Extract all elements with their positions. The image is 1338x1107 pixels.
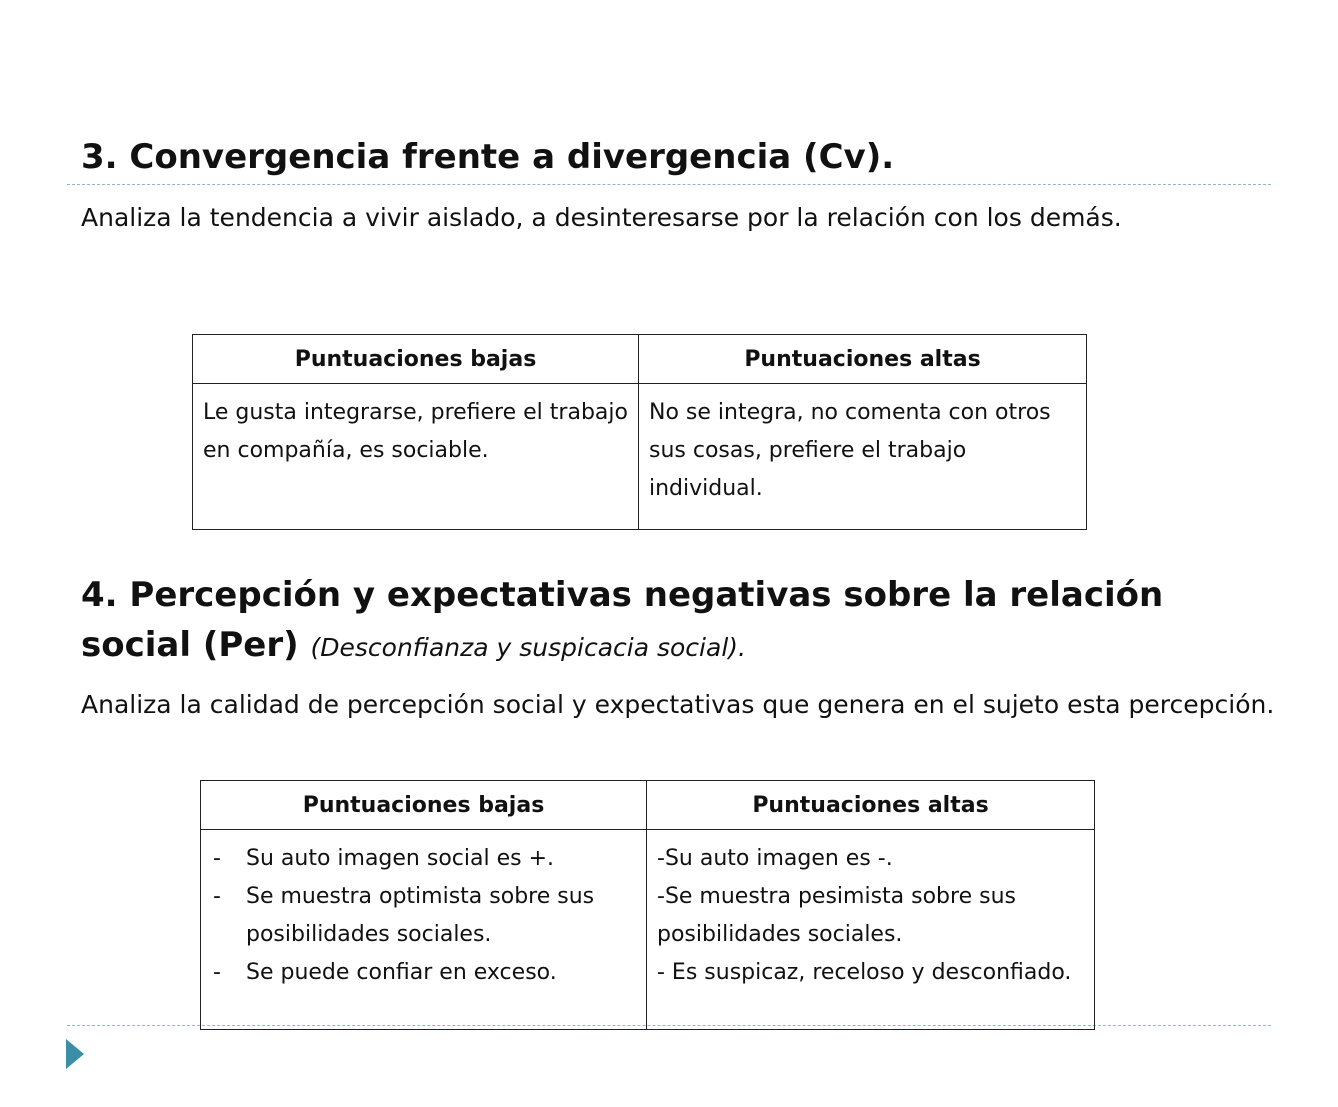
list-item: -Su auto imagen es -. [657, 846, 893, 871]
header-high-scores: Puntuaciones altas [647, 781, 1095, 830]
list-item: - Se puede confiar en exceso. [211, 954, 636, 992]
section4-table [200, 780, 1095, 1030]
section4-heading [81, 570, 1261, 673]
table-row [201, 830, 1095, 1030]
section3-heading: 3. Convergencia frente a divergencia (Cv). [81, 137, 895, 177]
list-item: - Se muestra optimista sobre sus posibilidades sociales. [211, 878, 636, 954]
triangle-right-icon [66, 1039, 84, 1069]
high-scores-cell [647, 830, 1095, 1030]
section4-subheading: (Desconfianza y suspicacia social). [310, 633, 746, 662]
list-item: - Es suspicaz, receloso y desconfiado. [657, 960, 1072, 985]
table-header-row [201, 781, 1095, 830]
section4-description: Analiza la calidad de percepción social y expectativas que genera en el sujeto esta percepción. [81, 690, 1275, 719]
low-scores-cell: Le gusta integrarse, prefiere el trabajo en compañía, es sociable. [193, 384, 639, 530]
section4-heading-text: 4. Percepción y expectativas negativas sobre la relación social (Per) [81, 575, 1164, 665]
table-row [193, 384, 1087, 530]
top-divider [67, 184, 1271, 185]
high-scores-cell: No se integra, no comenta con otros sus cosas, prefiere el trabajo individual. [639, 384, 1087, 530]
header-low-scores: Puntuaciones bajas [201, 781, 647, 830]
section3-description: Analiza la tendencia a vivir aislado, a desinteresarse por la relación con los demás. [81, 203, 1122, 232]
list-item: -Se muestra pesimista sobre sus posibilidades sociales. [657, 884, 1016, 947]
low-scores-cell [201, 830, 647, 1030]
header-low-scores: Puntuaciones bajas [193, 335, 639, 384]
header-high-scores: Puntuaciones altas [639, 335, 1087, 384]
list-item: - Su auto imagen social es +. [211, 840, 636, 878]
section3-table [192, 334, 1087, 530]
low-scores-list [211, 840, 636, 992]
table-header-row [193, 335, 1087, 384]
